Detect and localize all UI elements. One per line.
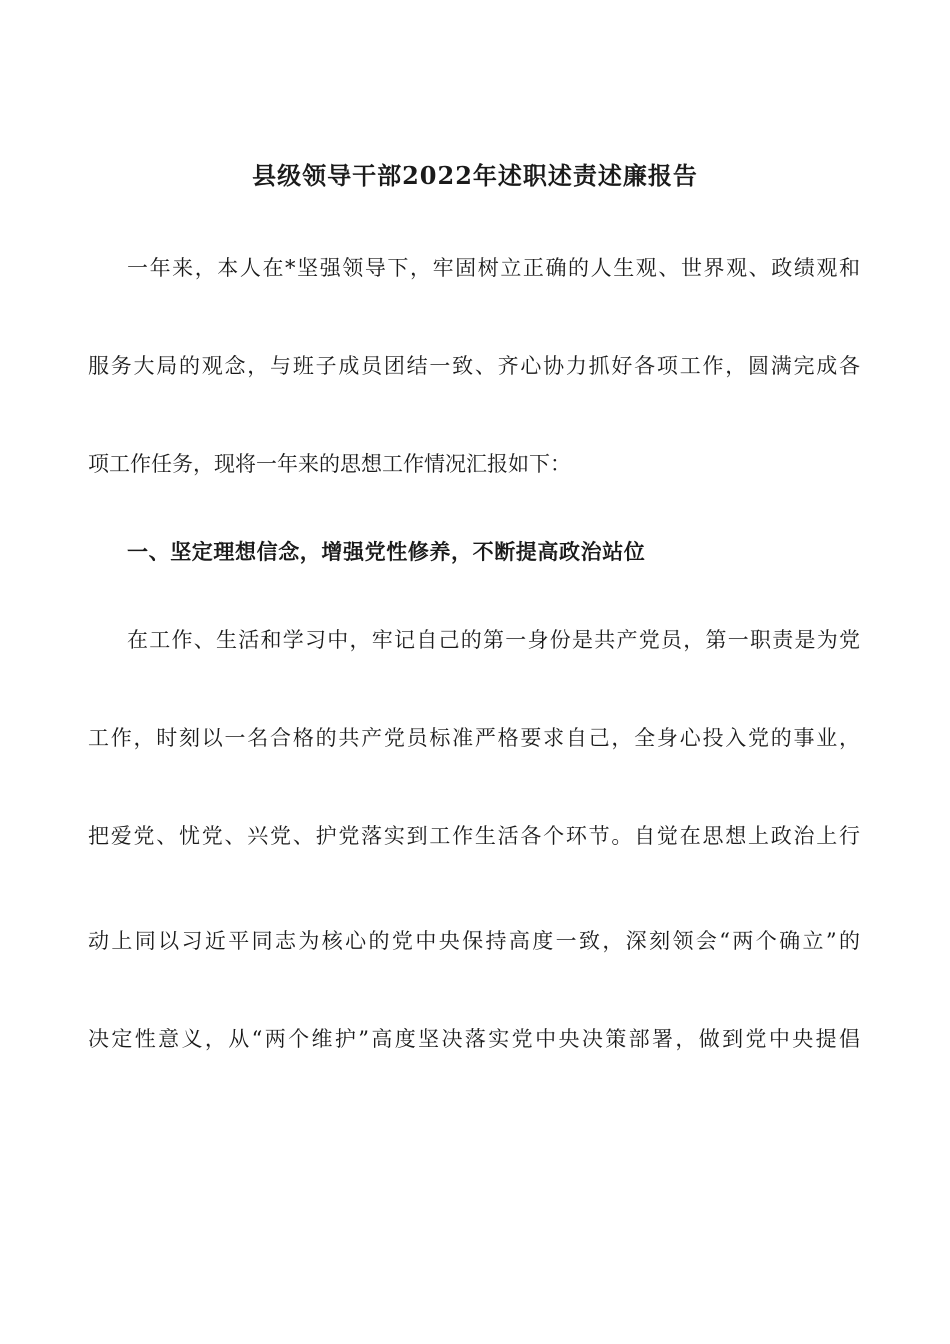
paragraph-line: 动上同以习近平同志为核心的党中央保持高度一致，深刻领会“两个确立”的 xyxy=(88,929,860,953)
paragraph-line: 把爱党、忧党、兴党、护党落实到工作生活各个环节。自觉在思想上政治上行 xyxy=(88,824,860,848)
paragraph-line: 服务大局的观念，与班子成员团结一致、齐心协力抓好各项工作，圆满完成各 xyxy=(88,354,860,378)
document-title: 县级领导干部2022年述职述责述廉报告 xyxy=(252,161,698,190)
paragraph-line: 工作，时刻以一名合格的共产党员标准严格要求自己，全身心投入党的事业， xyxy=(88,726,860,750)
section-heading: 一、坚定理想信念，增强党性修养，不断提高政治站位 xyxy=(127,539,646,564)
paragraph-line: 项工作任务，现将一年来的思想工作情况汇报如下： xyxy=(88,452,571,476)
paragraph-line: 决定性意义，从“两个维护”高度坚决落实党中央决策部署，做到党中央提倡 xyxy=(88,1027,860,1051)
paragraph-line: 在工作、生活和学习中，牢记自己的第一身份是共产党员，第一职责是为党 xyxy=(127,628,860,652)
paragraph-line: 一年来，本人在*坚强领导下，牢固树立正确的人生观、世界观、政绩观和 xyxy=(127,256,860,280)
